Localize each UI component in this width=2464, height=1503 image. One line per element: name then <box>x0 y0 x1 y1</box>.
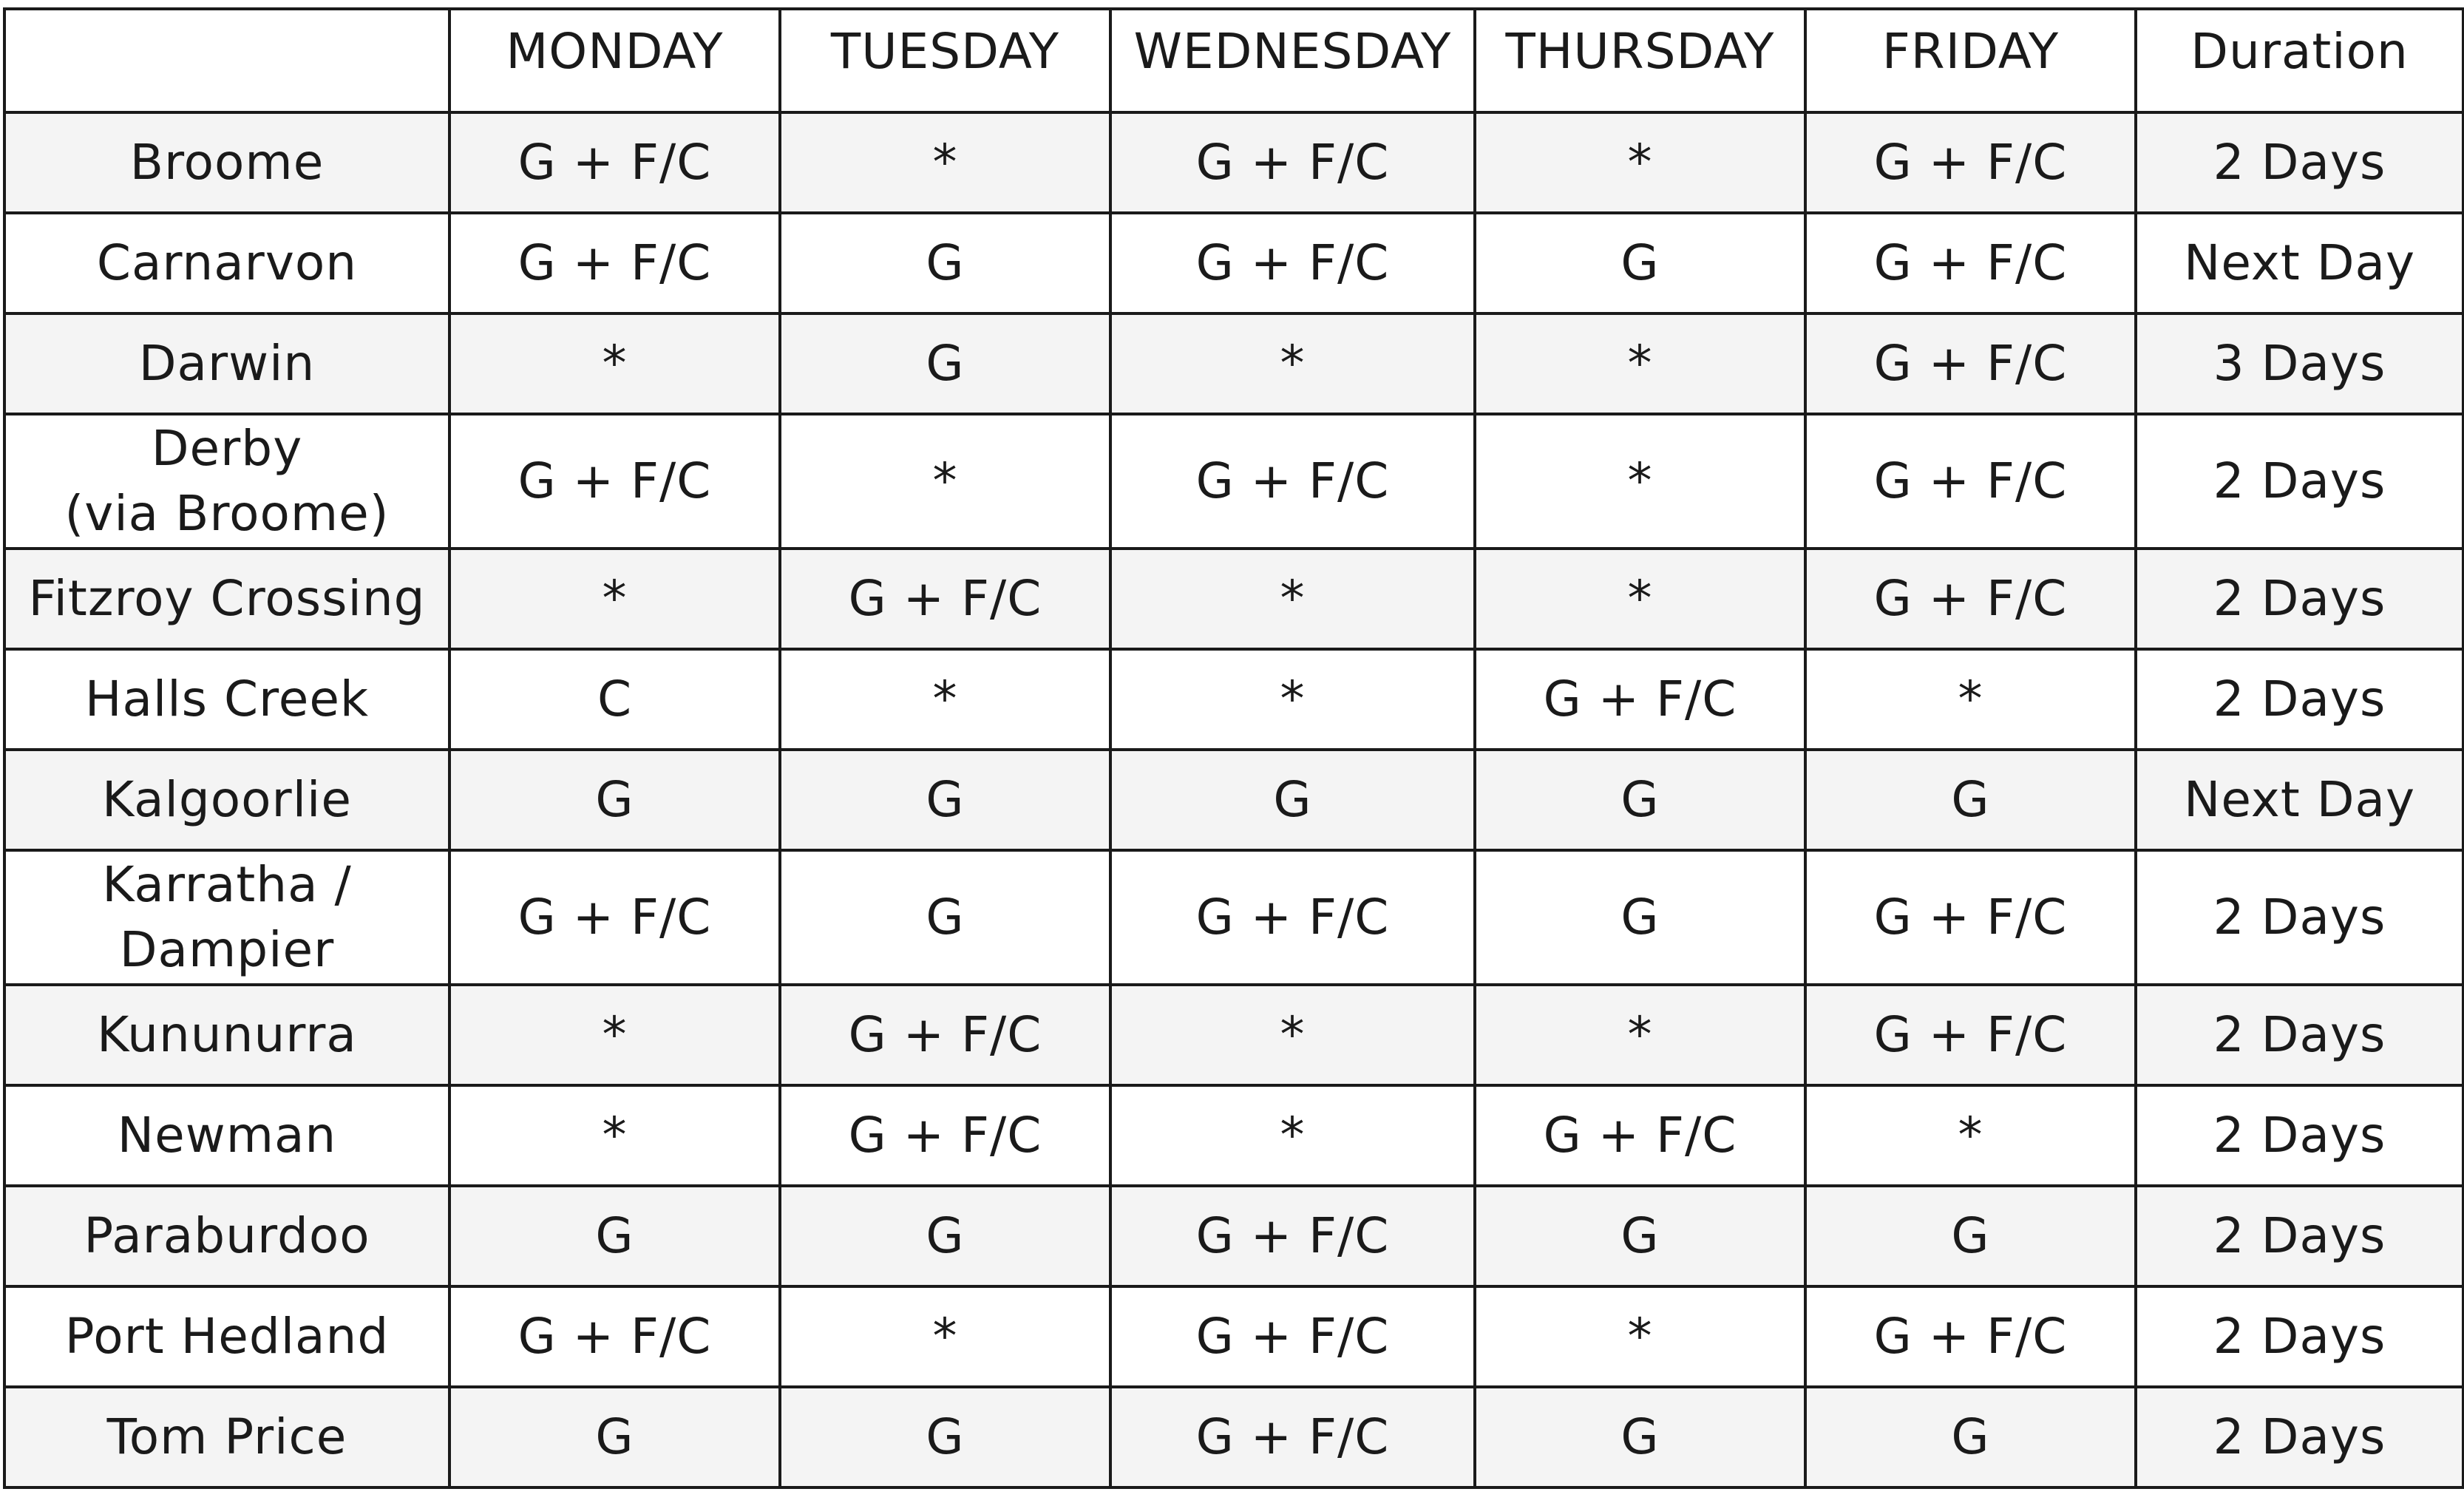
table-row <box>4 549 2463 649</box>
monday-cell: * <box>449 549 780 649</box>
table-row <box>4 213 2463 313</box>
tuesday-cell: * <box>780 112 1110 213</box>
duration-cell: 2 Days <box>2136 1186 2463 1286</box>
thursday-cell: G <box>1475 750 1805 850</box>
wednesday-cell: G + F/C <box>1110 112 1475 213</box>
friday-cell: G + F/C <box>1805 313 2136 414</box>
location-cell: Kalgoorlie <box>4 750 449 850</box>
duration-cell: 2 Days <box>2136 1387 2463 1487</box>
monday-cell: G <box>449 1186 780 1286</box>
duration-cell: 2 Days <box>2136 549 2463 649</box>
tuesday-cell: G + F/C <box>780 549 1110 649</box>
header-cell-thursday: THURSDAY <box>1475 9 1805 112</box>
duration-cell: 2 Days <box>2136 1286 2463 1387</box>
thursday-cell: G + F/C <box>1475 1085 1805 1186</box>
header-cell-location <box>4 9 449 112</box>
duration-cell: 2 Days <box>2136 1085 2463 1186</box>
thursday-cell: * <box>1475 414 1805 549</box>
wednesday-cell: G + F/C <box>1110 850 1475 985</box>
tuesday-cell: G <box>780 850 1110 985</box>
table-row <box>4 750 2463 850</box>
monday-cell: G + F/C <box>449 112 780 213</box>
wednesday-cell: G + F/C <box>1110 1387 1475 1487</box>
table-row <box>4 1387 2463 1487</box>
location-cell: Fitzroy Crossing <box>4 549 449 649</box>
location-cell: Darwin <box>4 313 449 414</box>
thursday-cell: G <box>1475 1186 1805 1286</box>
thursday-cell: G <box>1475 850 1805 985</box>
monday-cell: * <box>449 1085 780 1186</box>
location-cell: Tom Price <box>4 1387 449 1487</box>
duration-cell: 3 Days <box>2136 313 2463 414</box>
tuesday-cell: G <box>780 213 1110 313</box>
monday-cell: C <box>449 649 780 750</box>
friday-cell: G <box>1805 1186 2136 1286</box>
wednesday-cell: G + F/C <box>1110 414 1475 549</box>
location-cell: Karratha / Dampier <box>4 850 449 985</box>
wednesday-cell: G + F/C <box>1110 1286 1475 1387</box>
duration-cell: 2 Days <box>2136 649 2463 750</box>
friday-cell: * <box>1805 649 2136 750</box>
location-cell: Port Hedland <box>4 1286 449 1387</box>
monday-cell: * <box>449 313 780 414</box>
duration-cell: 2 Days <box>2136 985 2463 1085</box>
friday-cell: G + F/C <box>1805 112 2136 213</box>
thursday-cell: * <box>1475 313 1805 414</box>
thursday-cell: G <box>1475 1387 1805 1487</box>
thursday-cell: * <box>1475 985 1805 1085</box>
monday-cell: G + F/C <box>449 213 780 313</box>
tuesday-cell: * <box>780 414 1110 549</box>
thursday-cell: * <box>1475 1286 1805 1387</box>
delivery-schedule-table <box>3 7 2464 1489</box>
tuesday-cell: G <box>780 1387 1110 1487</box>
friday-cell: * <box>1805 1085 2136 1186</box>
duration-cell: Next Day <box>2136 213 2463 313</box>
duration-cell: Next Day <box>2136 750 2463 850</box>
header-cell-tuesday: TUESDAY <box>780 9 1110 112</box>
friday-cell: G <box>1805 1387 2136 1487</box>
friday-cell: G + F/C <box>1805 549 2136 649</box>
location-cell: Carnarvon <box>4 213 449 313</box>
friday-cell: G + F/C <box>1805 850 2136 985</box>
monday-cell: G <box>449 1387 780 1487</box>
table-row <box>4 1186 2463 1286</box>
tuesday-cell: G <box>780 750 1110 850</box>
wednesday-cell: * <box>1110 1085 1475 1186</box>
location-cell: Kununurra <box>4 985 449 1085</box>
table-row <box>4 985 2463 1085</box>
wednesday-cell: * <box>1110 313 1475 414</box>
location-cell: Halls Creek <box>4 649 449 750</box>
table-row <box>4 649 2463 750</box>
header-cell-friday: FRIDAY <box>1805 9 2136 112</box>
location-cell: Broome <box>4 112 449 213</box>
location-cell: Newman <box>4 1085 449 1186</box>
thursday-cell: G <box>1475 213 1805 313</box>
table-row <box>4 112 2463 213</box>
duration-cell: 2 Days <box>2136 112 2463 213</box>
monday-cell: * <box>449 985 780 1085</box>
monday-cell: G <box>449 750 780 850</box>
header-cell-monday: MONDAY <box>449 9 780 112</box>
tuesday-cell: G <box>780 1186 1110 1286</box>
tuesday-cell: G + F/C <box>780 1085 1110 1186</box>
tuesday-cell: G + F/C <box>780 985 1110 1085</box>
wednesday-cell: * <box>1110 549 1475 649</box>
wednesday-cell: * <box>1110 649 1475 750</box>
wednesday-cell: * <box>1110 985 1475 1085</box>
header-cell-duration: Duration <box>2136 9 2463 112</box>
thursday-cell: * <box>1475 549 1805 649</box>
wednesday-cell: G <box>1110 750 1475 850</box>
table-row <box>4 1286 2463 1387</box>
tuesday-cell: * <box>780 1286 1110 1387</box>
duration-cell: 2 Days <box>2136 850 2463 985</box>
friday-cell: G + F/C <box>1805 414 2136 549</box>
location-cell: Derby (via Broome) <box>4 414 449 549</box>
monday-cell: G + F/C <box>449 414 780 549</box>
monday-cell: G + F/C <box>449 850 780 985</box>
table-row <box>4 1085 2463 1186</box>
table-row <box>4 850 2463 985</box>
location-cell: Paraburdoo <box>4 1186 449 1286</box>
wednesday-cell: G + F/C <box>1110 213 1475 313</box>
friday-cell: G + F/C <box>1805 985 2136 1085</box>
header-row <box>4 9 2463 112</box>
tuesday-cell: G <box>780 313 1110 414</box>
friday-cell: G + F/C <box>1805 213 2136 313</box>
thursday-cell: * <box>1475 112 1805 213</box>
table-row <box>4 414 2463 549</box>
tuesday-cell: * <box>780 649 1110 750</box>
wednesday-cell: G + F/C <box>1110 1186 1475 1286</box>
friday-cell: G + F/C <box>1805 1286 2136 1387</box>
friday-cell: G <box>1805 750 2136 850</box>
duration-cell: 2 Days <box>2136 414 2463 549</box>
monday-cell: G + F/C <box>449 1286 780 1387</box>
table-row <box>4 313 2463 414</box>
thursday-cell: G + F/C <box>1475 649 1805 750</box>
header-cell-wednesday: WEDNESDAY <box>1110 9 1475 112</box>
